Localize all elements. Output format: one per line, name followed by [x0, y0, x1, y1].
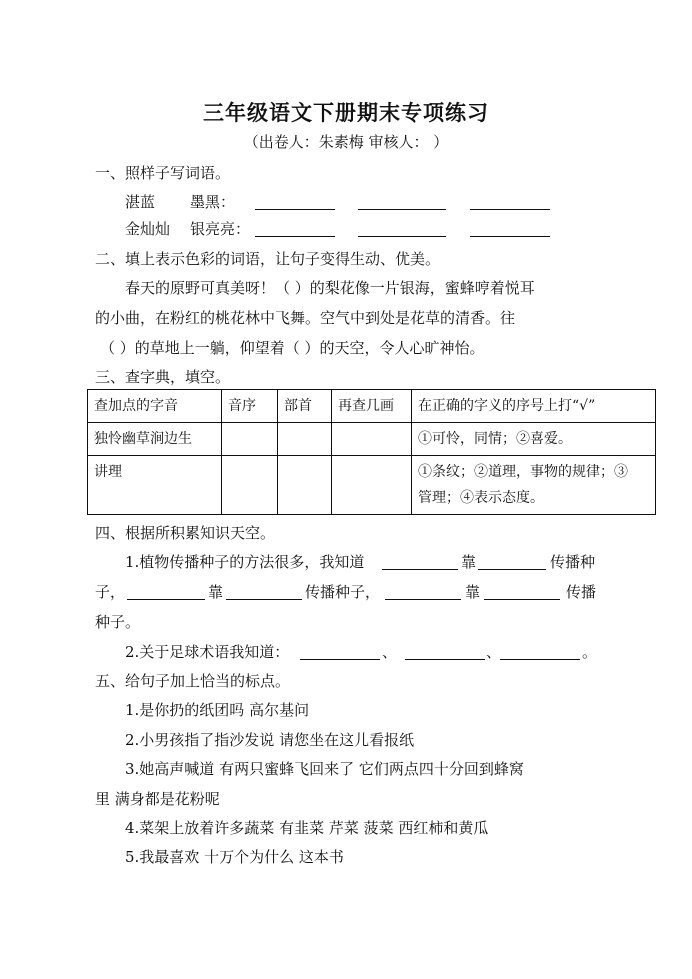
table-header: 再查几画 — [332, 390, 412, 423]
section2-line-1: 春天的原野可真美呀！（ ）的梨花像一片银海，蜜蜂哼着悦耳 — [125, 279, 535, 297]
page-title: 三年级语文下册期末专项练习 — [203, 100, 489, 125]
table-header: 查加点的字音 — [88, 390, 222, 423]
answer-blank[interactable] — [255, 194, 335, 210]
q1-kao: 靠 — [461, 553, 477, 571]
q1-kao-3: 靠 — [465, 583, 481, 601]
punctuation-item: 1.是你扔的纸团吗 高尔基问 — [125, 701, 310, 719]
q1-spread-2: 传播种子， — [305, 583, 381, 601]
table-cell-word: 独怜幽草涧边生 — [88, 423, 222, 456]
table-header: 音序 — [222, 390, 278, 423]
table-cell-blank[interactable] — [332, 456, 412, 515]
answer-blank[interactable] — [478, 554, 546, 570]
punctuation-item: 4.菜架上放着许多蔬菜 有韭菜 芹菜 菠菜 西红柿和黄瓜 — [125, 819, 489, 837]
q2-end: 。 — [582, 643, 598, 661]
table-row — [88, 456, 656, 515]
answer-blank[interactable] — [358, 221, 446, 237]
section1-example-1: 湛蓝 — [125, 193, 156, 211]
q2-sep-2: 、 — [486, 643, 502, 661]
answer-blank[interactable] — [300, 644, 380, 660]
meanings-line: ①条纹；②道理，事物的规律；③ — [418, 464, 628, 480]
q1-end: 种子。 — [95, 613, 141, 631]
q1-text: 1.植物传播种子的方法很多，我知道 — [125, 553, 365, 571]
answer-blank[interactable] — [470, 221, 550, 237]
answer-blank[interactable] — [382, 554, 458, 570]
section2-line-2: 的小曲，在粉红的桃花林中飞舞。空气中到处是花草的清香。往 — [95, 309, 516, 327]
table-header-row — [88, 390, 656, 423]
section2-heading: 二、填上表示色彩的词语，让句子变得生动、优美。 — [95, 250, 441, 268]
table-cell-blank[interactable] — [278, 423, 332, 456]
answer-blank[interactable] — [484, 584, 560, 600]
section3-heading: 三、查字典，填空。 — [95, 368, 231, 386]
table-cell-blank[interactable] — [222, 456, 278, 515]
answer-blank[interactable] — [500, 644, 580, 660]
page-subtitle: （出卷人：朱素梅 审核人： ） — [243, 133, 449, 151]
answer-blank[interactable] — [226, 584, 302, 600]
section1-word-2: 银亮亮： — [190, 220, 251, 238]
section1-word-1: 墨黑： — [190, 193, 236, 211]
table-header: 部首 — [278, 390, 332, 423]
answer-blank[interactable] — [127, 584, 205, 600]
answer-blank[interactable] — [470, 194, 550, 210]
table-cell-meanings[interactable] — [412, 456, 656, 515]
table-header: 在正确的字义的序号上打“√” — [412, 390, 656, 423]
q1-spread-3: 传播 — [566, 583, 597, 601]
punctuation-item: 5.我最喜欢 十万个为什么 这本书 — [125, 848, 344, 866]
q1-zi: 子， — [95, 583, 126, 601]
table-cell-meanings[interactable]: ①可怜，同情；②喜爱。 — [412, 423, 656, 456]
section2-line-3: （ ）的草地上一躺，仰望着（ ）的天空，令人心旷神怡。 — [100, 339, 485, 357]
q2-sep-1: 、 — [382, 643, 398, 661]
punctuation-item: 2.小男孩指了指沙发说 请您坐在这儿看报纸 — [125, 731, 415, 749]
punctuation-item-continued: 里 满身都是花粉呢 — [95, 790, 220, 808]
answer-blank[interactable] — [405, 644, 485, 660]
answer-blank[interactable] — [255, 221, 335, 237]
section4-heading: 四、根据所积累知识天空。 — [95, 524, 276, 542]
table-cell-blank[interactable] — [332, 423, 412, 456]
section5-heading: 五、给句子加上恰当的标点。 — [95, 672, 291, 690]
meanings-line: 管理；④表示态度。 — [418, 490, 544, 506]
section1-example-2: 金灿灿 — [125, 220, 171, 238]
table-cell-word: 讲理 — [88, 456, 222, 515]
section1-heading: 一、照样子写词语。 — [95, 164, 231, 182]
answer-blank[interactable] — [358, 194, 446, 210]
q2-text: 2.关于足球术语我知道： — [125, 643, 290, 661]
table-row — [88, 423, 656, 456]
q1-spread: 传播种 — [550, 553, 596, 571]
table-cell-blank[interactable] — [222, 423, 278, 456]
punctuation-item: 3.她高声喊道 有两只蜜蜂飞回来了 它们两点四十分回到蜂窝 — [125, 760, 524, 778]
table-cell-blank[interactable] — [278, 456, 332, 515]
dictionary-table — [87, 389, 656, 515]
q1-kao-2: 靠 — [208, 583, 224, 601]
answer-blank[interactable] — [385, 584, 461, 600]
